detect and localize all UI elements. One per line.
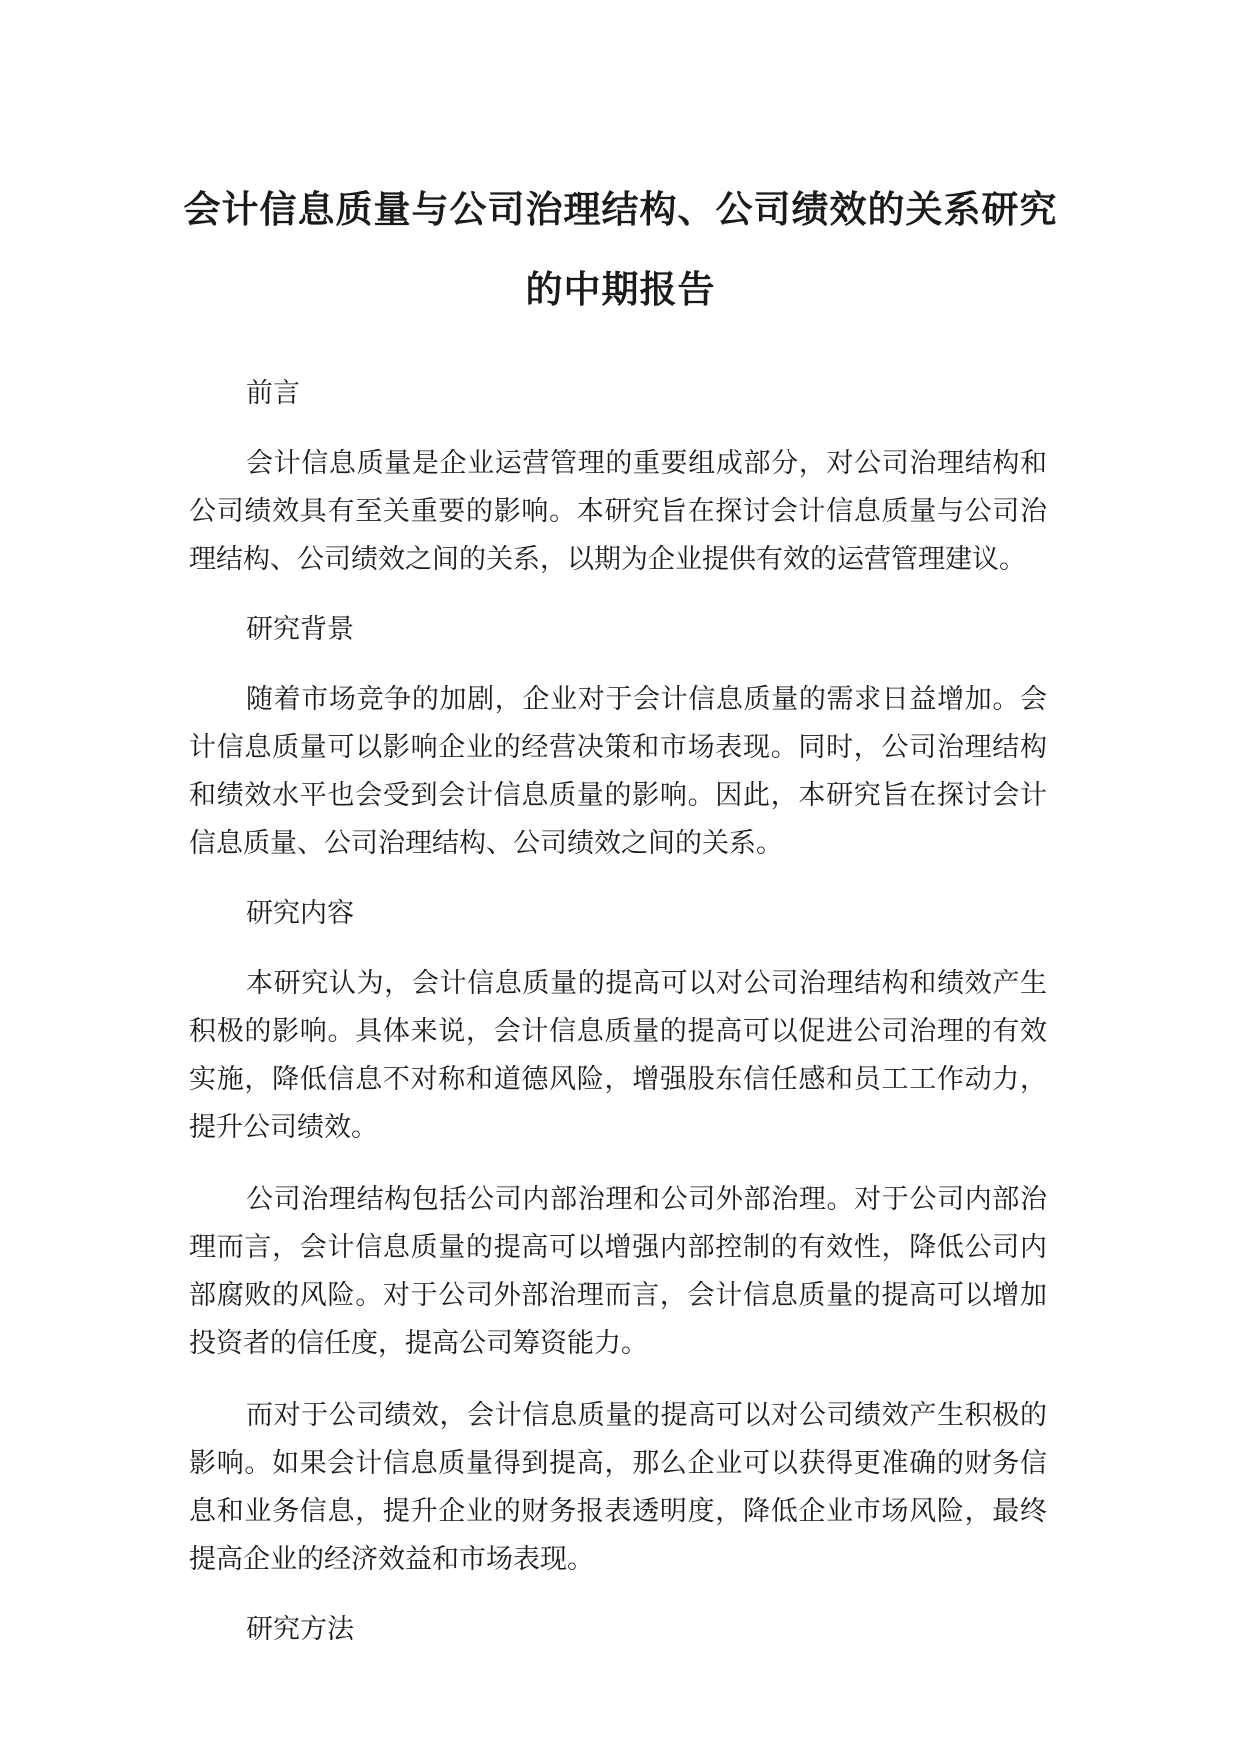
paragraph-background: 随着市场竞争的加剧，企业对于会计信息质量的需求日益增加。会计信息质量可以影响企业的经营决策和市场表现。同时，公司治理结构和绩效水平也会受到会计信息质量的影响。因此，本研究旨在探讨会计信息质量、公司治理结构、公司绩效之间的关系。	[189, 684, 1047, 859]
section-heading-preface: 前言	[246, 378, 300, 409]
document-title: 会计信息质量与公司治理结构、公司绩效的关系研究的中期报告	[183, 188, 1058, 311]
paragraph-content-3: 而对于公司绩效，会计信息质量的提高可以对公司绩效产生积极的影响。如果会计信息质量得到提高，那么企业可以获得更准确的财务信息和业务信息，提升企业的财务报表透明度，降低企业市场风险，最终提高企业的经济效益和市场表现。	[189, 1400, 1047, 1575]
document-body	[189, 372, 1047, 1676]
paragraph-preface: 会计信息质量是企业运营管理的重要组成部分，对公司治理结构和公司绩效具有至关重要的影响。本研究旨在探讨会计信息质量与公司治理结构、公司绩效之间的关系，以期为企业提供有效的运营管理建议。	[189, 448, 1047, 575]
section-heading-content: 研究内容	[246, 898, 354, 929]
paragraph-content-2: 公司治理结构包括公司内部治理和公司外部治理。对于公司内部治理而言，会计信息质量的提高可以增强内部控制的有效性，降低公司内部腐败的风险。对于公司外部治理而言，会计信息质量的提高可以增加投资者的信任度，提高公司筹资能力。	[189, 1184, 1047, 1359]
section-heading-background: 研究背景	[246, 614, 354, 645]
section-heading-method: 研究方法	[246, 1614, 354, 1645]
paragraph-content-1: 本研究认为，会计信息质量的提高可以对公司治理结构和绩效产生积极的影响。具体来说，会计信息质量的提高可以促进公司治理的有效实施，降低信息不对称和道德风险，增强股东信任感和员工工作动力，提升公司绩效。	[189, 968, 1047, 1143]
